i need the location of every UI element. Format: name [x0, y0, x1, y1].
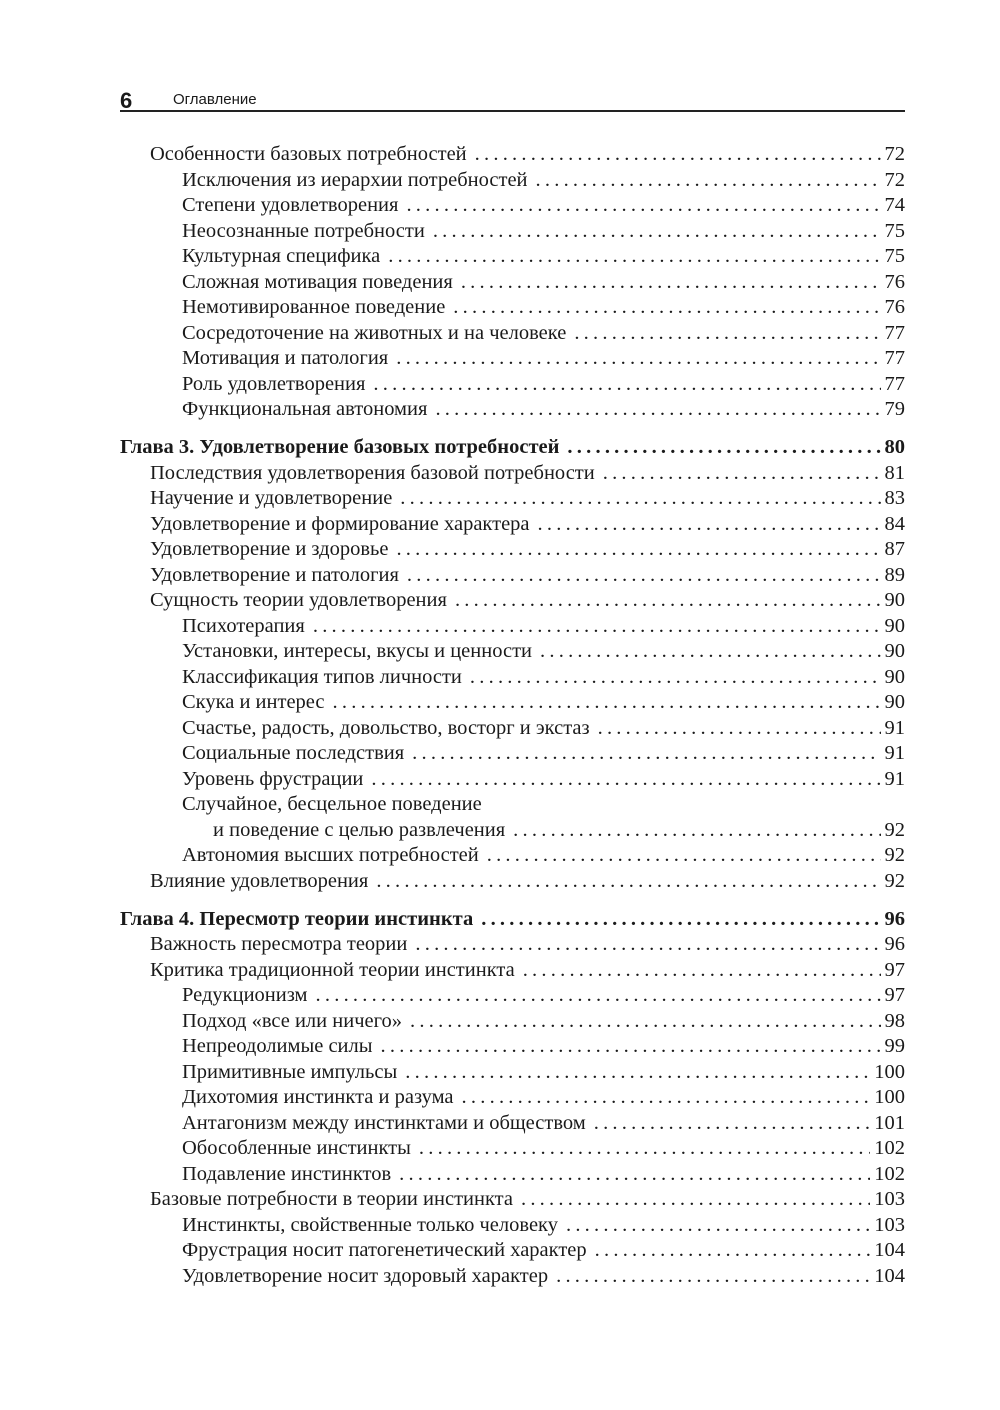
toc-page-number: 89 [884, 563, 905, 586]
toc-entry [120, 142, 905, 168]
toc-entry-title: Неосознанные потребности [182, 219, 425, 242]
dot-leader [333, 690, 881, 716]
toc-entry-title: и поведение с целью развлечения [213, 818, 506, 841]
toc-entry [120, 1264, 905, 1290]
toc-entry-title: Счастье, радость, довольство, восторг и экстаз [182, 716, 590, 739]
toc-entry [120, 397, 905, 423]
toc-page-number: 91 [884, 767, 905, 790]
toc-entry-title: Степени удовлетворения [182, 194, 399, 216]
toc-entry-title: Функциональная автономия [182, 398, 428, 420]
toc-page-number: 99 [884, 1035, 905, 1057]
toc-entry [120, 1060, 905, 1086]
toc-chapter [120, 907, 905, 933]
toc-page-number: 74 [884, 194, 905, 216]
toc-entry-title: Роль удовлетворения [182, 372, 366, 395]
toc-entry [120, 346, 905, 372]
toc-entry [120, 1162, 905, 1188]
table-of-contents [120, 142, 905, 1289]
toc-entry [120, 818, 905, 844]
toc-entry [120, 219, 905, 245]
toc-entry [120, 295, 905, 321]
toc-entry [120, 741, 905, 767]
page-number: 6 [120, 88, 133, 113]
toc-page-number: 92 [884, 869, 905, 892]
dot-leader [475, 142, 881, 168]
dot-leader [406, 193, 880, 219]
toc-entry-title: Фрустрация носит патогенетический характер [182, 1239, 587, 1261]
dot-leader [415, 932, 880, 958]
toc-entry-title: Редукционизм [182, 984, 308, 1006]
dot-leader [567, 435, 880, 461]
toc-entry [120, 614, 905, 640]
toc-page-number: 91 [884, 716, 905, 739]
toc-page-number: 103 [874, 1188, 905, 1210]
dot-leader [435, 397, 880, 423]
toc-entry-title: Базовые потребности в теории инстинкта [150, 1188, 513, 1210]
dot-leader [419, 1136, 870, 1162]
toc-entry-title: Культурная специфика [182, 245, 381, 267]
toc-entry [120, 690, 905, 716]
toc-entry [120, 1187, 905, 1213]
toc-entry-title: Глава 4. Пересмотр теории инстинкта [120, 907, 474, 930]
toc-page-number: 76 [884, 296, 905, 318]
toc-entry [120, 193, 905, 219]
toc-page-number: 101 [874, 1111, 905, 1134]
toc-entry [120, 244, 905, 270]
toc-entry [120, 537, 905, 563]
dot-leader [598, 716, 881, 742]
toc-page-number: 80 [884, 436, 905, 458]
dot-leader [410, 1009, 880, 1035]
dot-leader [407, 563, 881, 589]
toc-entry [120, 716, 905, 742]
dot-leader [538, 512, 881, 538]
toc-entry-title: Влияние удовлетворения [150, 869, 369, 892]
toc-entry-title: Сущность теории удовлетворения [150, 589, 447, 611]
dot-leader [523, 958, 881, 984]
toc-entry-title: Подавление инстинктов [182, 1162, 392, 1185]
toc-entry [120, 869, 905, 895]
toc-page-number: 96 [884, 933, 905, 955]
toc-entry [120, 270, 905, 296]
toc-entry-title: Установки, интересы, вкусы и ценности [182, 640, 533, 662]
toc-entry [120, 639, 905, 665]
toc-entry-title: Важность пересмотра теории [150, 933, 408, 955]
dot-leader [521, 1187, 870, 1213]
dot-leader [371, 767, 880, 793]
toc-entry-title: Инстинкты, свойственные только человеку [182, 1213, 558, 1236]
dot-leader [462, 1085, 871, 1111]
toc-page-number: 77 [884, 347, 905, 369]
toc-entry-title: Исключения из иерархии потребностей [182, 168, 528, 191]
dot-leader [316, 983, 881, 1009]
dot-leader [388, 244, 880, 270]
toc-entry [120, 1136, 905, 1162]
toc-page-number: 72 [884, 168, 905, 191]
toc-page-number: 75 [884, 245, 905, 267]
toc-page-number: 79 [884, 398, 905, 420]
dot-leader [487, 843, 881, 869]
dot-leader [400, 486, 880, 512]
dot-leader [313, 614, 881, 640]
toc-entry-title: Критика традиционной теории инстинкта [150, 958, 515, 981]
toc-page-number: 77 [884, 321, 905, 344]
toc-page-number: 90 [884, 691, 905, 713]
dot-leader [556, 1264, 870, 1290]
dot-leader [373, 372, 880, 398]
toc-entry [120, 958, 905, 984]
toc-entry [120, 372, 905, 398]
dot-leader [481, 907, 880, 933]
toc-entry-title: Особенности базовых потребностей [150, 143, 467, 165]
toc-page-number: 92 [884, 844, 905, 866]
toc-page-number: 97 [884, 958, 905, 981]
dot-leader [566, 1213, 870, 1239]
toc-entry [120, 932, 905, 958]
toc-entry [120, 168, 905, 194]
toc-page-number: 76 [884, 270, 905, 293]
dot-leader [433, 219, 881, 245]
toc-page-number: 90 [884, 665, 905, 688]
toc-page-number: 104 [874, 1264, 905, 1287]
toc-entry [120, 1238, 905, 1264]
toc-page-number: 91 [884, 742, 905, 764]
toc-page-number: 90 [884, 614, 905, 637]
toc-page-number: 100 [874, 1060, 905, 1083]
toc-entry [120, 461, 905, 487]
toc-entry-title: Классификация типов личности [182, 665, 462, 688]
toc-entry [120, 512, 905, 538]
toc-entry-title: Автономия высших потребностей [182, 844, 479, 866]
toc-page-number: 97 [884, 984, 905, 1006]
running-header [120, 88, 905, 112]
toc-entry [120, 1034, 905, 1060]
toc-entry-title: Антагонизм между инстинктами и обществом [182, 1111, 586, 1134]
dot-leader [513, 818, 880, 844]
toc-entry-title: Немотивированное поведение [182, 296, 446, 318]
toc-entry-title: Скука и интерес [182, 691, 325, 713]
toc-page-number: 83 [884, 487, 905, 509]
toc-page-number: 90 [884, 589, 905, 611]
toc-entry [120, 665, 905, 691]
toc-entry [120, 588, 905, 614]
toc-page-number: 87 [884, 538, 905, 560]
toc-page-number: 98 [884, 1009, 905, 1032]
dot-leader [399, 1162, 870, 1188]
toc-page-number: 102 [874, 1162, 905, 1185]
toc-page-number: 102 [874, 1137, 905, 1159]
dot-leader [574, 321, 880, 347]
toc-entry [120, 486, 905, 512]
toc-entry-title: Подход «все или ничего» [182, 1009, 403, 1032]
toc-entry [120, 1213, 905, 1239]
toc-entry [120, 843, 905, 869]
toc-page-number: 100 [874, 1086, 905, 1108]
toc-page-number: 77 [884, 372, 905, 395]
toc-entry-title: Удовлетворение носит здоровый характер [182, 1264, 549, 1287]
toc-entry-title: Удовлетворение и здоровье [150, 538, 389, 560]
toc-entry [120, 983, 905, 1009]
dot-leader [461, 270, 881, 296]
dot-leader [540, 639, 880, 665]
toc-entry-title: Дихотомия инстинкта и разума [182, 1086, 454, 1108]
dot-leader [396, 346, 880, 372]
dot-leader [405, 1060, 870, 1086]
dot-leader [453, 295, 880, 321]
toc-entry [120, 563, 905, 589]
toc-chapter [120, 435, 905, 461]
toc-page-number: 104 [874, 1239, 905, 1261]
toc-page-number: 72 [884, 143, 905, 165]
toc-entry-title: Удовлетворение и патология [150, 563, 399, 586]
dot-leader [470, 665, 881, 691]
toc-entry-title: Научение и удовлетворение [150, 487, 393, 509]
toc-entry-title: Сложная мотивация поведения [182, 270, 453, 293]
toc-entry-title: Примитивные импульсы [182, 1060, 398, 1083]
toc-entry-title: Уровень фрустрации [182, 767, 364, 790]
toc-entry-title: Обособленные инстинкты [182, 1137, 411, 1159]
toc-entry-title: Непреодолимые силы [182, 1035, 373, 1057]
toc-entry-title: Глава 3. Удовлетворение базовых потребностей [120, 436, 560, 458]
dot-leader [536, 168, 881, 194]
toc-page-number: 84 [884, 512, 905, 535]
running-header-title: Оглавление [173, 91, 257, 108]
toc-entry-title: Психотерапия [182, 614, 305, 637]
toc-entry-title: Социальные последствия [182, 742, 405, 764]
dot-leader [376, 869, 880, 895]
dot-leader [381, 1034, 881, 1060]
toc-entry-title: Удовлетворение и формирование характера [150, 512, 530, 535]
toc-entry [120, 321, 905, 347]
dot-leader [396, 537, 880, 563]
dot-leader [412, 741, 880, 767]
toc-entry [120, 1111, 905, 1137]
toc-entry-line: Случайное, бесцельное поведение [182, 793, 482, 815]
toc-entry-title: Сосредоточение на животных и на человеке [182, 321, 567, 344]
toc-page-number: 90 [884, 640, 905, 662]
dot-leader [594, 1111, 871, 1137]
toc-entry [120, 767, 905, 793]
toc-page-number: 75 [884, 219, 905, 242]
toc-entry-title: Мотивация и патология [182, 347, 389, 369]
dot-leader [595, 1238, 871, 1264]
toc-page-number: 96 [884, 907, 905, 930]
toc-page-number: 103 [874, 1213, 905, 1236]
toc-entry [120, 1009, 905, 1035]
dot-leader [603, 461, 881, 487]
toc-entry [120, 1085, 905, 1111]
toc-entry-title: Последствия удовлетворения базовой потребности [150, 461, 595, 484]
toc-page-number: 81 [884, 461, 905, 484]
dot-leader [455, 588, 881, 614]
toc-page-number: 92 [884, 818, 905, 841]
